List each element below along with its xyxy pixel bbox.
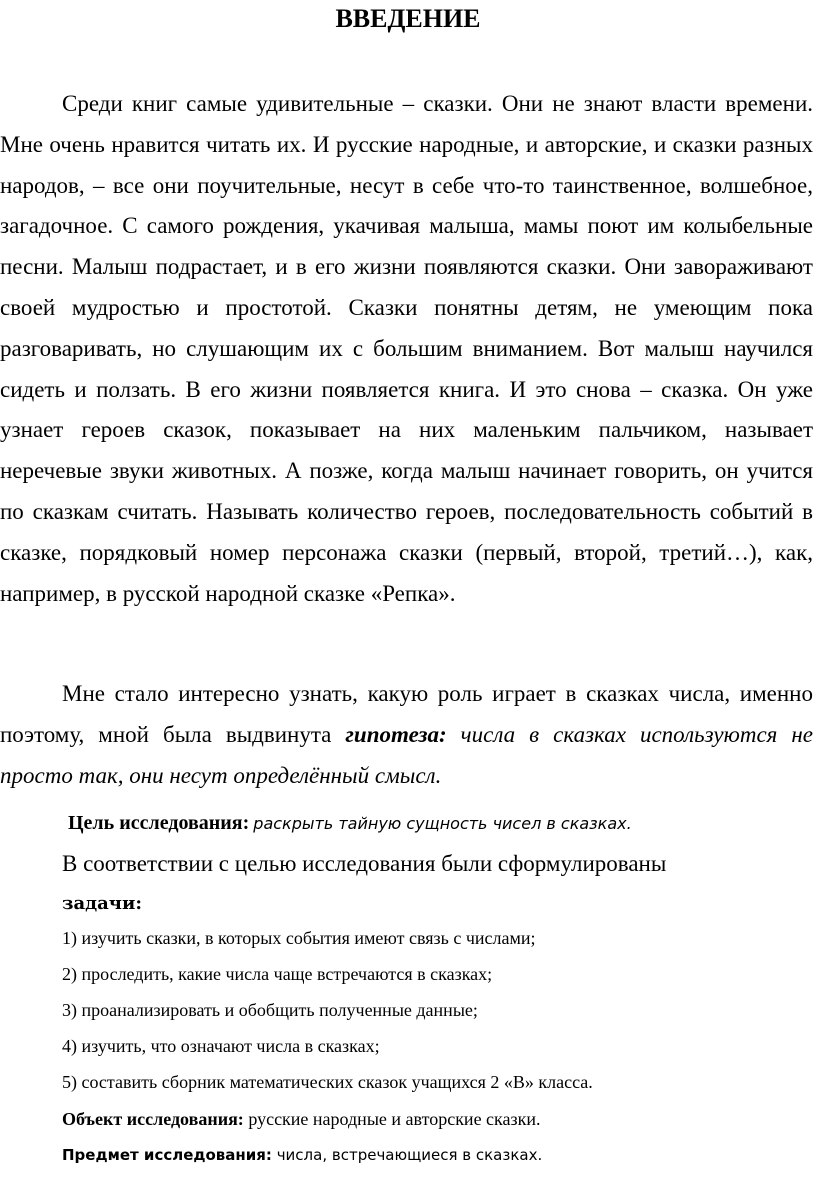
hypothesis-text: числа в сказках используются не просто так, они несут определённый смысл. — [0, 721, 813, 788]
research-aim-value: раскрыть тайную сущность чисел в сказках. — [253, 814, 632, 833]
research-subject — [62, 1143, 542, 1167]
research-object — [62, 1106, 541, 1132]
research-aim — [68, 808, 632, 839]
introduction-paragraph: Среди книг самые удивительные – сказки. Они не знают власти времени. Мне очень нравится читать их. И русские народные, и авторские, и сказки разных народов, – все они поучительные, несут в себе что-то таинственное, волшебное, загадочное. С самого рождения, укачивая малыша, мамы поют им колыбельные песни. Малыш подрастает, и в его жизни появляются сказки. Они завораживают своей мудростью и простотой. Сказки понятны детям, не умеющим пока разговаривать, но слушающим их с большим вниманием. Вот малыш научился сидеть и ползать. В его жизни появляется книга. И это снова – сказка. Он уже узнает героев сказок, показывает на них маленьким пальчиком, называет неречевые звуки животных. А позже, когда малыш начинает говорить, он учится по сказкам считать. Называть количество героев, последовательность событий в сказке, порядковый номер персонажа сказки (первый, второй, третий…), как, например, в русской народной сказке «Репка». — [0, 91, 813, 606]
task-item: 4) изучить, что означают числа в сказках; — [62, 1036, 380, 1056]
task-item: 2) проследить, какие числа чаще встречаются в сказках; — [62, 964, 493, 984]
hypothesis-label: гипотеза: — [345, 721, 447, 747]
research-object-label: Объект исследования: — [62, 1109, 244, 1129]
research-subject-label: Предмет исследования: — [62, 1146, 272, 1164]
research-aim-label: Цель исследования: — [68, 812, 250, 834]
tasks-label: задачи: — [62, 893, 142, 914]
research-object-value: русские народные и авторские сказки. — [243, 1109, 541, 1129]
hypothesis-paragraph — [0, 674, 813, 796]
task-item: 5) составить сборник математических сказок учащихся 2 «В» класса. — [62, 1072, 593, 1092]
page-title: ВВЕДЕНИЕ — [335, 4, 481, 33]
hypothesis-lead-text: Мне стало интересно узнать, какую роль играет в сказках числа, именно поэтому, мной была выдвинута — [0, 681, 813, 747]
task-item: 3) проанализировать и обобщить полученные данные; — [62, 1000, 478, 1020]
tasks-intro: В соответствии с целью исследования были сформулированы — [62, 851, 667, 876]
task-item: 1) изучить сказки, в которых события имеют связь с числами; — [62, 928, 536, 948]
research-subject-value: числа, встречающиеся в сказках. — [271, 1146, 543, 1164]
